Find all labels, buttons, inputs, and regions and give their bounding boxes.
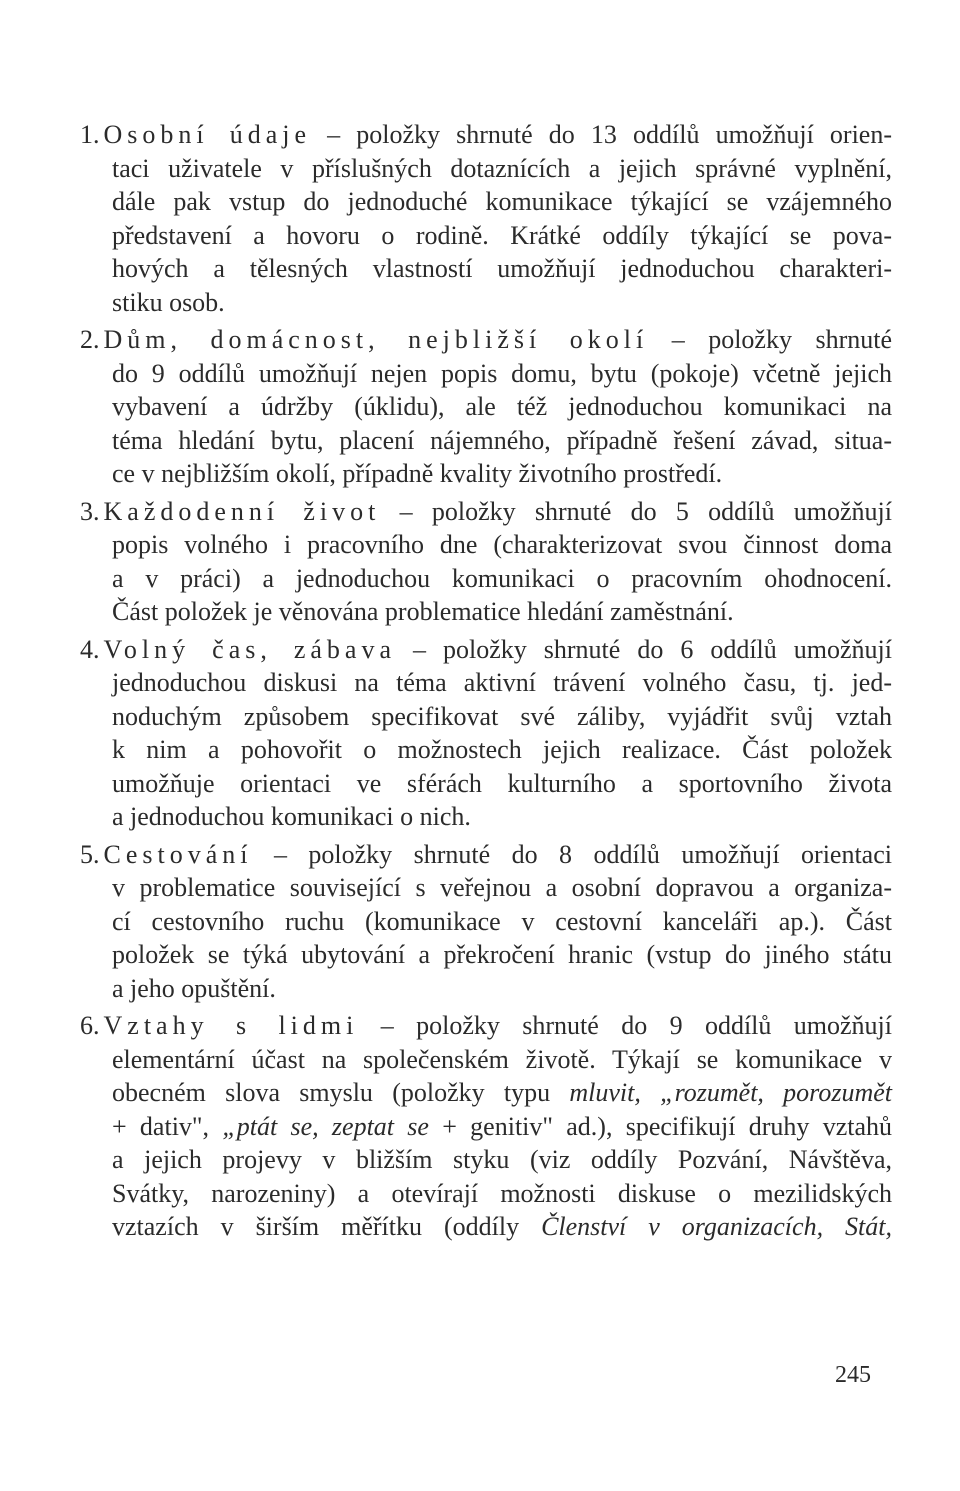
item-text-line: do 9 oddílů umožňují nejen popis domu, bytu (pokoje) včetně jejich — [112, 358, 892, 388]
item-text-line: cí cestovního ruchu (komunikace v cestovní kanceláři ap.). Část — [112, 906, 892, 936]
item-text: – položky shrnuté do 5 oddílů umožňují — [380, 496, 893, 526]
item-number: 4. — [80, 634, 100, 664]
item-text-line — [112, 1210, 892, 1244]
list-item-first-line — [80, 1009, 892, 1043]
list-item-travel — [80, 838, 892, 1006]
item-text-line: elementární účast na společenském životě. Týkají se komunikace v — [112, 1044, 892, 1074]
item-text — [641, 1078, 660, 1107]
list-item-relationships — [80, 1009, 893, 1244]
list-item-first-line — [80, 633, 892, 667]
item-text-line: téma hledání bytu, placení nájemného, případně řešení závad, situa- — [112, 425, 892, 455]
list-item-personal-data — [80, 118, 893, 319]
item-number: 6. — [80, 1011, 100, 1040]
item-text: vztazích v širším měřítku (oddíly — [112, 1212, 542, 1241]
item-text-line — [112, 1110, 892, 1144]
item-text-line: hových a tělesných vlastností umožňují jednoduchou charakteri- — [112, 254, 892, 283]
italic-term: „ptát se, zeptat se — [222, 1111, 429, 1141]
item-text-line: a jejich projevy v bližším styku (viz oddíly Pozvání, Návštěva, — [112, 1145, 892, 1174]
list-item-first-line — [80, 323, 892, 357]
item-heading: Dům, domácnost, nejbližší okolí — [103, 325, 649, 354]
item-text-line: Svátky, narozeniny) a otevírají možnosti diskuse o mezilidských — [112, 1178, 892, 1208]
page-body — [80, 118, 893, 1248]
item-text-line: jednoduchou diskusi na téma aktivní trávení volného času, tj. jed- — [112, 668, 892, 697]
item-text-line: noduchým způsobem specifikovat své záliby, vyjádřit svůj vztah — [112, 701, 892, 731]
item-text-line: umožňuje orientaci ve sférách kulturního a sportovního života — [112, 768, 892, 798]
item-text: – položky shrnuté — [648, 325, 892, 354]
item-text-line: k nim a pohovořit o možnostech jejich realizace. Část položek — [112, 735, 892, 764]
item-text-line: a jeho opuštění. — [112, 973, 276, 1003]
item-text-line — [112, 1076, 892, 1110]
item-text: obecném slova smyslu (položky typu — [112, 1078, 570, 1107]
item-heading: Osobní údaje — [103, 120, 312, 149]
list-item-first-line — [80, 495, 892, 529]
item-heading: Volný čas, zábava — [103, 634, 397, 664]
item-text-line: ce v nejbližším okolí, případně kvality životního prostředí. — [112, 459, 723, 488]
item-number: 5. — [80, 839, 100, 869]
item-text: – položky shrnuté do 6 oddílů umožňují — [396, 634, 892, 664]
item-text-line: a jednoduchou komunikaci o nich. — [112, 802, 471, 831]
item-text-line: a v práci) a jednoduchou komunikaci o pracovním ohodnocení. — [112, 563, 892, 593]
item-text-line: představení a hovoru o rodině. Krátké oddíly týkající se pova- — [112, 220, 892, 250]
item-text-line: Část položek je věnována problematice hledání zaměstnání. — [112, 597, 734, 626]
item-text-line: položek se týká ubytování a překročení hranic (vstup do jiného státu — [112, 940, 892, 969]
list-item-first-line — [80, 838, 892, 872]
item-text: – položky shrnuté do 8 oddílů umožňují orientaci — [252, 839, 892, 869]
item-heading: Vztahy s lidmi — [103, 1011, 359, 1040]
list-item-home — [80, 323, 892, 491]
item-text-line: taci uživatele v příslušných dotaznících a jejich správné vyplnění, — [112, 153, 892, 183]
item-text-line: dále pak vstup do jednoduché komunikace týkající se vzájemného — [112, 187, 892, 216]
item-heading: Každodenní život — [103, 496, 381, 526]
item-text-line: popis volného i pracovního dne (charakterizovat svou činnost doma — [112, 530, 892, 559]
list-item-daily-life — [80, 495, 893, 629]
page-number: 245 — [835, 1362, 871, 1388]
list-item-first-line — [80, 118, 892, 152]
italic-term: Členství v organizacích, Stát, — [541, 1212, 893, 1241]
item-text: – položky shrnuté do 13 oddílů umožňují orien- — [311, 120, 893, 149]
item-text-line: v problematice související s veřejnou a osobní dopravou a organiza- — [112, 873, 892, 902]
item-heading: Cestování — [103, 839, 253, 869]
item-text-line: stiku osob. — [112, 287, 225, 317]
italic-term: „rozumět, porozumět — [660, 1078, 892, 1107]
item-text-line: vybavení a údržby (úklidu), ale též jednoduchou komunikaci na — [112, 392, 892, 421]
item-number: 1. — [80, 120, 100, 149]
italic-term: mluvit, — [569, 1078, 641, 1107]
item-number: 2. — [80, 325, 100, 354]
item-number: 3. — [80, 496, 100, 526]
item-text: + genitiv" ad.), specifikují druhy vztahů — [428, 1111, 892, 1141]
item-text: – položky shrnuté do 9 oddílů umožňují — [358, 1011, 892, 1040]
item-text: + dativ", — [112, 1111, 223, 1141]
list-item-free-time — [80, 633, 892, 834]
